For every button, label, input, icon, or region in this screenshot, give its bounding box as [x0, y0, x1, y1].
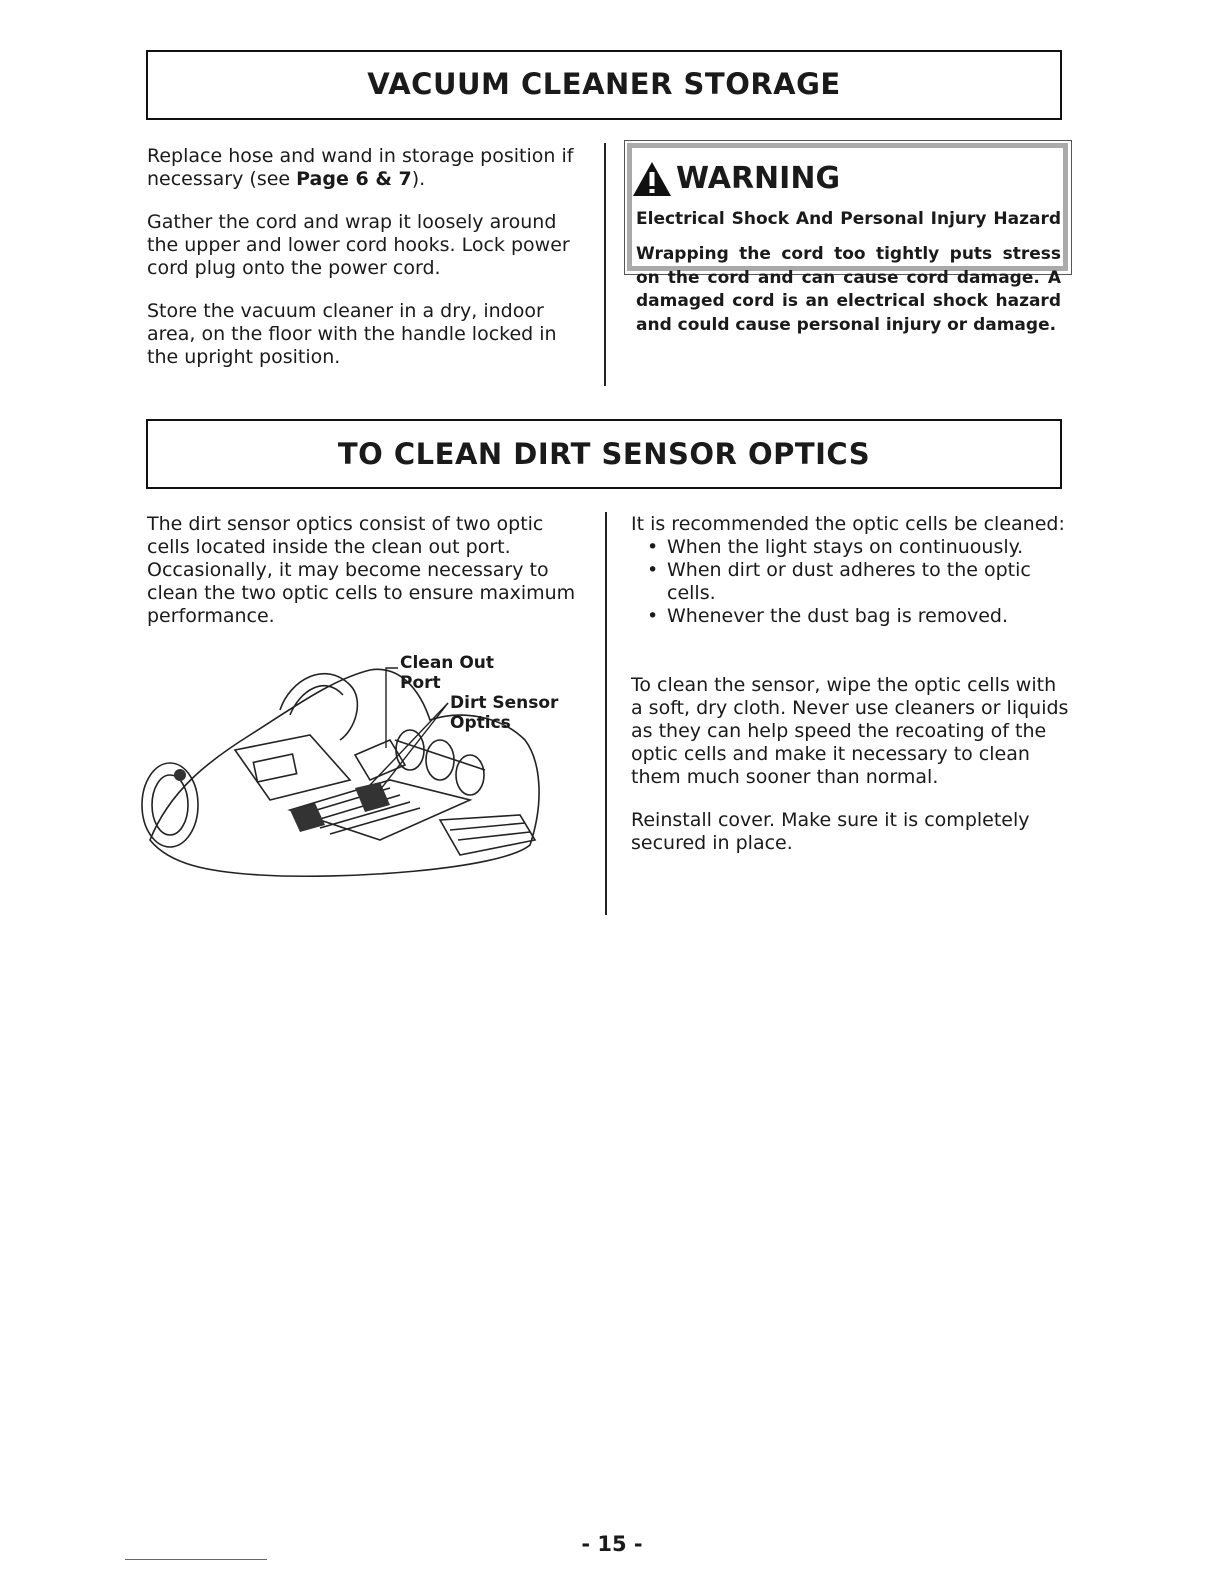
list-item: • When dirt or dust adheres to the optic cells.	[647, 559, 1071, 605]
list-item: • When the light stays on continuously.	[647, 536, 1071, 559]
label-clean-out-port: Clean Out Port	[400, 653, 495, 693]
section-title-storage: VACUUM CLEANER STORAGE	[146, 50, 1062, 120]
column-divider	[604, 143, 606, 386]
cleaning-paragraph: To clean the sensor, wipe the optic cells with a soft, dry cloth. Never use cleaners or liquids as they can help speed the recoating of the optic cells and make it necessary to clean them much sooner than normal.	[631, 674, 1069, 788]
footer-rule	[125, 1559, 267, 1560]
warning-triangle-icon	[632, 161, 672, 197]
column-divider	[605, 512, 607, 915]
warning-title: WARNING	[628, 155, 1068, 203]
section-title-dirt-sensor: TO CLEAN DIRT SENSOR OPTICS	[146, 419, 1062, 489]
storage-instructions	[147, 145, 587, 389]
page-reference: Page 6 & 7	[296, 168, 412, 190]
cleaning-intro: It is recommended the optic cells be cleaned:	[631, 513, 1065, 535]
dirt-sensor-paragraph: The dirt sensor optics consist of two optic cells located inside the clean out port. Occasionally, it may become necessary to clean the two optic cells to ensure maximum performance.	[147, 513, 576, 627]
vacuum-illustration	[140, 640, 560, 885]
dirt-sensor-cleaning	[631, 513, 1071, 875]
dirt-sensor-intro	[147, 513, 587, 648]
list-item: • Whenever the dust bag is removed.	[647, 605, 1071, 628]
storage-paragraph-1: Replace hose and wand in storage position if necessary (see Page 6 & 7).	[147, 145, 574, 190]
page-number: - 15 -	[581, 1532, 643, 1556]
warning-text: Wrapping the cord too tightly puts stress on the cord and can cause cord damage. A damaged cord is an electrical shock hazard and could cause personal injury or damage.	[636, 244, 1061, 335]
label-dirt-sensor-optics: Dirt Sensor Optics	[450, 693, 559, 733]
storage-paragraph-2: Gather the cord and wrap it loosely around the upper and lower cord hooks. Lock power cord plug onto the power cord.	[147, 211, 570, 279]
storage-paragraph-3: Store the vacuum cleaner in a dry, indoor area, on the floor with the handle locked in the upright position.	[147, 300, 557, 368]
warning-subtitle: Electrical Shock And Personal Injury Hazard	[636, 209, 1061, 229]
reinstall-paragraph: Reinstall cover. Make sure it is completely secured in place.	[631, 809, 1030, 854]
cleaning-conditions-list	[631, 536, 1071, 628]
